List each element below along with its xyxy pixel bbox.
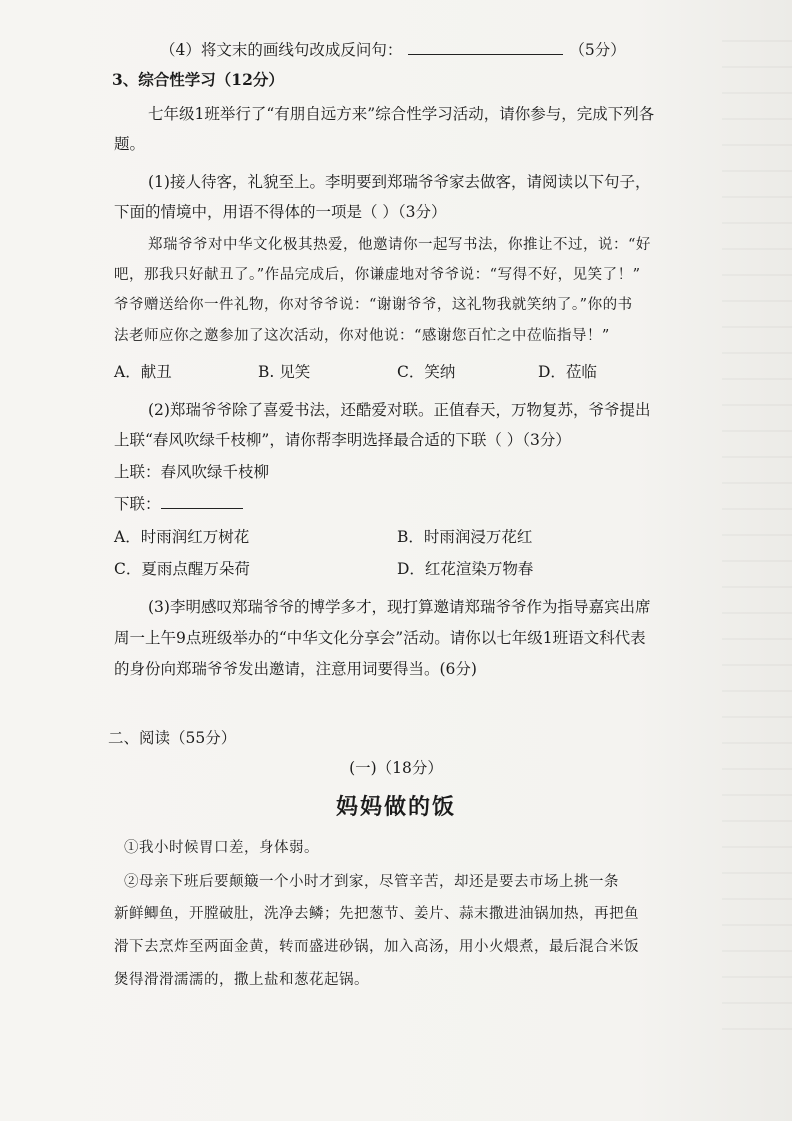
article-title: 妈妈做的饭: [335, 794, 456, 820]
q1-passage-line3: 爷爷赠送给你一件礼物，你对爷爷说：“谢谢爷爷，这礼物我就笑纳了。”你的书: [114, 297, 633, 313]
q1-stem-line1: (1)接人待客，礼貌至上。李明要到郑瑞爷爷家去做客，请阅读以下句子，: [148, 173, 651, 191]
q1-option-a[interactable]: A．献丑: [114, 363, 172, 381]
q2-upper-couplet: 上联：春风吹绿千枝柳: [114, 463, 270, 481]
q4-text: （4）将文末的画线句改成反问句：: [160, 41, 403, 59]
article-p2-line2: 新鲜鲫鱼，开膛破肚，洗净去鳞；先把葱节、姜片、蒜末撒进油锅加热，再把鱼: [114, 906, 639, 922]
q4-answer-blank[interactable]: [408, 40, 563, 55]
q4-line: [160, 40, 626, 60]
section3-intro-line2: 题。: [114, 135, 146, 153]
article-p2-line1: ②母亲下班后要颠簸一个小时才到家，尽管辛苦，却还是要去市场上挑一条: [124, 874, 619, 890]
q1-option-d[interactable]: D．莅临: [538, 363, 597, 381]
q1-option-c[interactable]: C．笑纳: [397, 363, 456, 381]
q1-option-b[interactable]: B. 见笑: [258, 363, 311, 381]
q2-option-d[interactable]: D．红花渲染万物春: [397, 560, 534, 578]
q2-lower-couplet: [114, 494, 243, 514]
q2-option-b[interactable]: B．时雨润浸万花红: [397, 528, 533, 546]
q3-stem-line1: (3)李明感叹郑瑞爷爷的博学多才，现打算邀请郑瑞爷爷作为指导嘉宾出席: [148, 598, 651, 616]
article-p1: ①我小时候胃口差，身体弱。: [124, 840, 319, 856]
q2-lower-label: 下联：: [114, 495, 161, 513]
q2-stem-line2: 上联“春风吹绿千枝柳”，请你帮李明选择最合适的下联（ ）（3分）: [114, 431, 571, 449]
page-edge-shadow: [722, 40, 792, 1040]
q3-stem-line3: 的身份向郑瑞爷爷发出邀请，注意用词要得当。(6分): [114, 660, 477, 678]
q2-lower-blank[interactable]: [161, 494, 243, 509]
section3-intro-line1: 七年级1班举行了“有朋自远方来”综合性学习活动，请你参与，完成下列各: [148, 105, 655, 123]
q1-passage-line4: 法老师应你之邀参加了这次活动，你对他说：“感谢您百忙之中莅临指导！”: [114, 328, 610, 344]
q2-option-a[interactable]: A．时雨润红万树花: [114, 528, 250, 546]
q1-passage-line2: 吧，那我只好献丑了。”作品完成后，你谦虚地对爷爷说：“写得不好，见笑了！”: [114, 267, 641, 283]
q1-passage-line1: 郑瑞爷爷对中华文化极其热爱，他邀请你一起写书法，你推让不过，说：“好: [148, 237, 651, 253]
q3-stem-line2: 周一上午9点班级举办的“中华文化分享会”活动。请你以七年级1班语文科代表: [114, 629, 646, 647]
article-p2-line4: 煲得滑滑濡濡的，撒上盐和葱花起锅。: [114, 972, 369, 988]
q2-option-c[interactable]: C．夏雨点醒万朵荷: [114, 560, 250, 578]
part2-subheading: (一)（18分）: [349, 759, 443, 777]
q1-stem-line2: 下面的情境中，用语不得体的一项是（ ）（3分）: [114, 203, 447, 221]
article-p2-line3: 滑下去烹炸至两面金黄，转而盛进砂锅，加入高汤，用小火煨煮，最后混合米饭: [114, 939, 639, 955]
q4-score: （5分）: [569, 41, 626, 59]
part2-heading: 二、阅读（55分）: [108, 729, 237, 747]
section3-heading: 3、综合性学习（12分）: [112, 70, 284, 89]
q2-stem-line1: (2)郑瑞爷爷除了喜爱书法，还酷爱对联。正值春天，万物复苏，爷爷提出: [148, 401, 651, 419]
